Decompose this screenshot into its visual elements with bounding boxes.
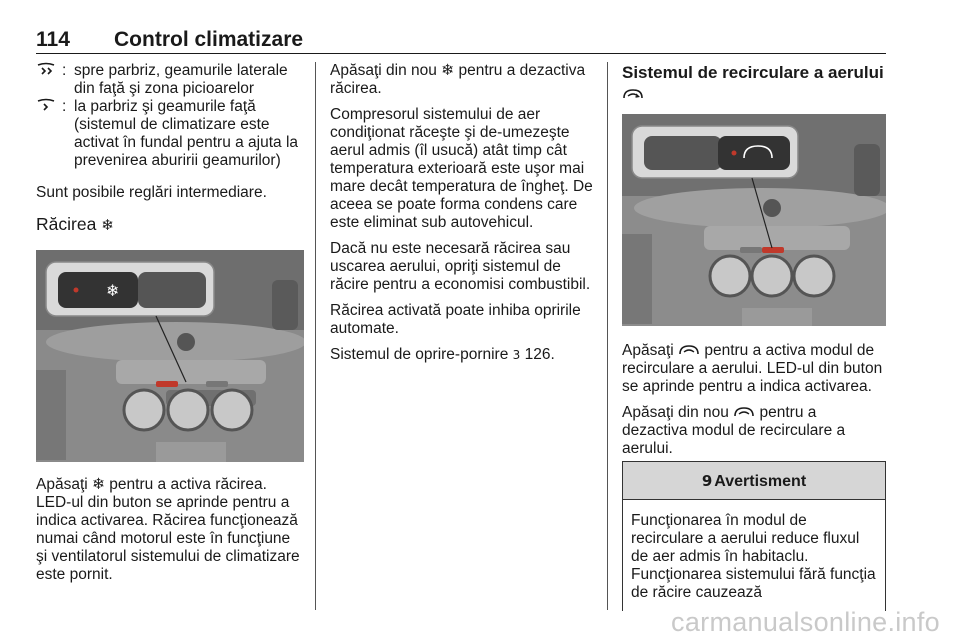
airflow-item-1-text: spre parbriz, geamurile laterale din faţă şi zona picioarelor	[74, 62, 288, 97]
page-number: 114	[36, 28, 70, 51]
recirculation-icon	[622, 88, 644, 100]
airflow-item-2-text: la parbriz şi geamurile faţă (sistemul de climatizare este activat în fundal pentru a ajuta la prevenirea aburirii geamurilor)	[74, 98, 299, 169]
watermark: carmanualsonline.info	[671, 607, 940, 637]
column-3	[622, 62, 886, 466]
windscreen-feet-airflow-icon	[36, 62, 62, 98]
recirculation-icon	[733, 406, 755, 418]
economy-info: Dacă nu este necesară răcirea sau uscarea aerului, opriţi sistemul de răcire pentru a economisi combustibil.	[330, 240, 591, 293]
reference-page: 126.	[524, 346, 555, 363]
colon: :	[62, 98, 67, 115]
page-title: Control climatizare	[114, 28, 304, 51]
stop-start-reference: Sistemul de oprire-pornire 3 126.	[330, 346, 555, 363]
page-header	[36, 28, 886, 54]
airflow-item-2	[36, 98, 304, 170]
warning-icon: 9	[701, 472, 713, 490]
recirc-deactivate: Apăsaţi din nou pentru a dezactiva modul de recirculare a aerului.	[622, 404, 846, 457]
snowflake-icon: ❄	[101, 217, 114, 234]
autostop-info: Răcirea activată poate inhiba opririle automate.	[330, 302, 581, 337]
svg-text:❄: ❄	[106, 281, 120, 300]
column-1	[36, 62, 304, 592]
recirc-activate: Apăsaţi pentru a activa modul de recirculare a aerului. LED-ul din buton se aprinde pentru a indica activarea.	[622, 342, 883, 395]
recirculation-icon	[678, 344, 700, 356]
compressor-info: Compresorul sistemului de aer condiţionat răceşte şi de-umezeşte aerul admis (îl usucă) atât timp cât temperatura exterioară este uşor mai mare decât temperatura de îngheţ. De aceea se poate forma condens care este eliminat sub autovehicul.	[330, 106, 593, 231]
reference-arrow-icon: 3	[512, 348, 521, 362]
column-divider	[607, 62, 608, 610]
colon: :	[62, 62, 67, 79]
column-2	[330, 62, 596, 372]
warning-header	[623, 462, 885, 500]
recirculation-panel-photo	[622, 114, 886, 326]
cooling-deactivate: Apăsaţi din nou ❄ pentru a dezactiva răcirea.	[330, 62, 586, 97]
column-divider	[315, 62, 316, 610]
warning-title: Avertisment	[714, 473, 807, 490]
cooling-caption: Apăsaţi ❄ pentru a activa răcirea. LED-ul din buton se aprinde pentru a indica activarea. Răcirea funcţionează numai când motorul este în funcţiune şi ventilatorul sistemului de climatizare este pornit.	[36, 476, 300, 583]
windscreen-airflow-icon	[36, 98, 62, 170]
warning-box	[622, 461, 886, 611]
section-heading-recirculation: Sistemul de recirculare a aerului	[622, 62, 886, 104]
warning-body: Funcţionarea în modul de recirculare a aerului reduce fluxul de aer admis în habitaclu. Funcţionarea sistemului fără funcţia de răcire cauzează	[631, 512, 876, 601]
cooling-panel-photo	[36, 250, 304, 462]
intermediate-note: Sunt posibile reglări intermediare.	[36, 184, 267, 201]
airflow-item-1	[36, 62, 304, 98]
section-heading-cooling: Răcirea ❄	[36, 214, 114, 234]
